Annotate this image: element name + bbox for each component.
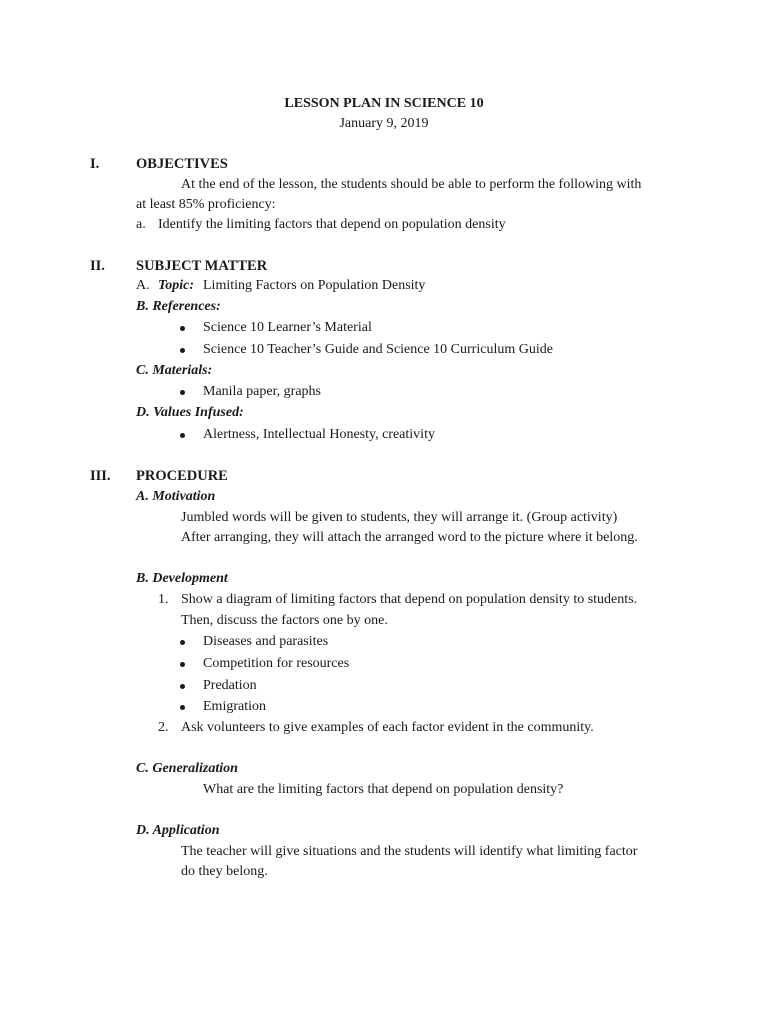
development-step2: Ask volunteers to give examples of each factor evident in the community. (181, 720, 594, 735)
material-item: Manila paper, graphs (203, 384, 322, 399)
factor-item: Emigration (203, 699, 266, 714)
section-heading-objectives: OBJECTIVES (136, 156, 228, 172)
application-label: D. Application (136, 823, 220, 838)
references-label: B. References: (136, 299, 221, 314)
bullet-icon (180, 433, 185, 438)
section-numeral-procedure: III. (90, 468, 111, 484)
application-line1: The teacher will give situations and the students will identify what limiting factor (181, 844, 638, 859)
objective-item-a: Identify the limiting factors that depend on population density (158, 217, 506, 232)
bullet-icon (180, 348, 185, 353)
section-numeral-objectives: I. (90, 156, 100, 172)
topic-marker: A. (136, 278, 150, 293)
factor-item: Competition for resources (203, 656, 350, 671)
bullet-icon (180, 662, 185, 667)
generalization-text: What are the limiting factors that depend on population density? (203, 782, 564, 797)
value-item: Alertness, Intellectual Honesty, creativity (203, 427, 435, 442)
development-step1-line1: Show a diagram of limiting factors that depend on population density to students. (181, 592, 638, 607)
bullet-icon (180, 390, 185, 395)
development-step1-line2: Then, discuss the factors one by one. (181, 613, 388, 628)
document-title: LESSON PLAN IN SCIENCE 10 (284, 96, 484, 111)
development-step-marker: 2. (158, 720, 169, 735)
bullet-icon (180, 326, 185, 331)
motivation-line2: After arranging, they will attach the arranged word to the picture where it belong. (181, 530, 638, 545)
motivation-line1: Jumbled words will be given to students, they will arrange it. (Group activity) (181, 510, 618, 525)
factor-item: Diseases and parasites (203, 634, 329, 649)
materials-label: C. Materials: (136, 363, 213, 378)
topic-label: Topic: (158, 278, 195, 293)
objective-item-marker: a. (136, 217, 146, 232)
generalization-label: C. Generalization (136, 761, 238, 776)
development-label: B. Development (136, 571, 228, 586)
reference-item: Science 10 Learner’s Material (203, 320, 372, 335)
topic-value: Limiting Factors on Population Density (203, 278, 426, 293)
section-heading-subject-matter: SUBJECT MATTER (136, 258, 268, 274)
factor-item: Predation (203, 678, 257, 693)
application-line2: do they belong. (181, 864, 268, 879)
objectives-intro-line1: At the end of the lesson, the students should be able to perform the following with (181, 177, 642, 192)
bullet-icon (180, 684, 185, 689)
document-date: January 9, 2019 (339, 116, 429, 131)
reference-item: Science 10 Teacher’s Guide and Science 10 Curriculum Guide (203, 342, 553, 357)
section-heading-procedure: PROCEDURE (136, 468, 228, 484)
section-numeral-subject-matter: II. (90, 258, 105, 274)
bullet-icon (180, 640, 185, 645)
development-step-marker: 1. (158, 592, 169, 607)
motivation-label: A. Motivation (136, 489, 216, 504)
bullet-icon (180, 705, 185, 710)
objectives-intro-line2: at least 85% proficiency: (136, 197, 276, 212)
values-label: D. Values Infused: (136, 405, 244, 420)
